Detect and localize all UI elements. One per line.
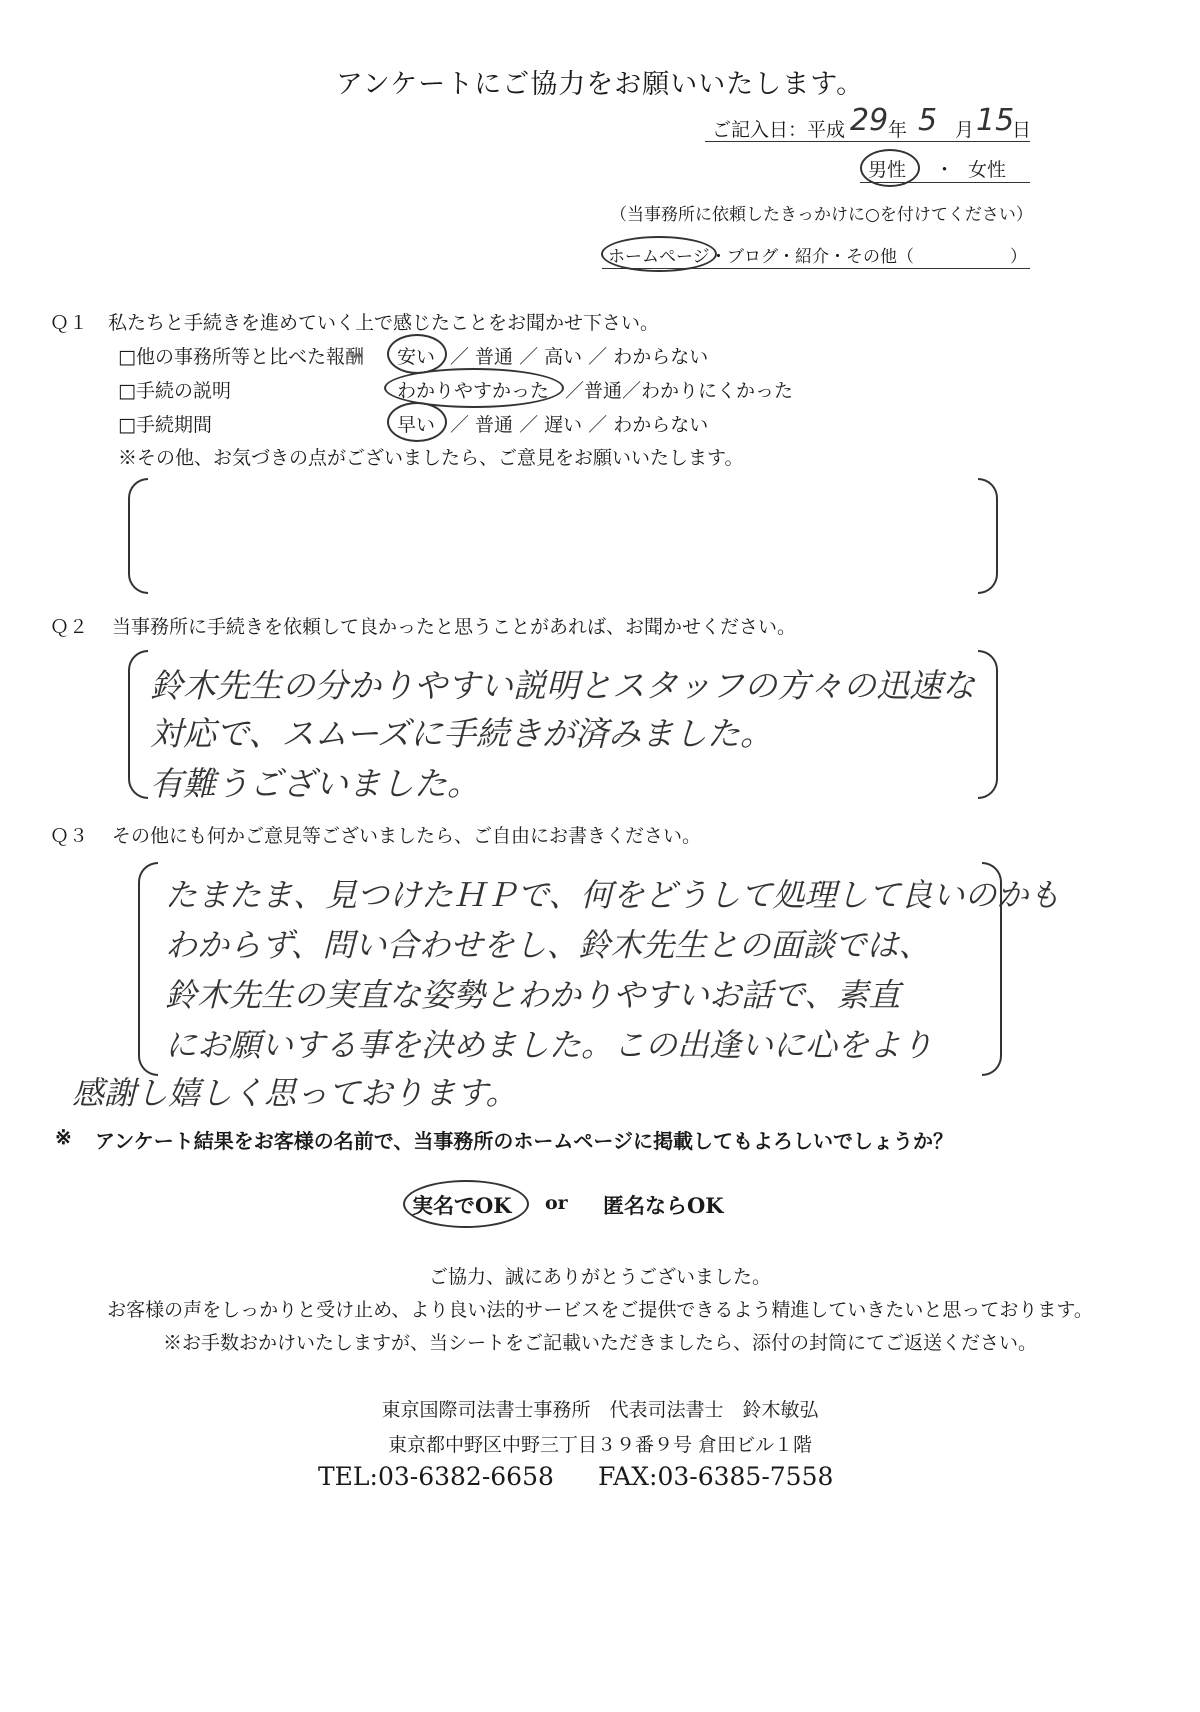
year-unit: 年	[888, 119, 908, 141]
consent-or: or	[545, 1192, 568, 1214]
referral-underline	[602, 268, 1030, 269]
day-unit: 日	[1012, 119, 1032, 141]
q2-answer-bracket-right	[978, 650, 998, 799]
office-name: 東京国際司法書士事務所 代表司法書士 鈴木敏弘	[381, 1399, 819, 1421]
date-underline	[705, 141, 1030, 142]
q1-period-other-options[interactable]: ／ 普通 ／ 遅い ／ わからない	[450, 414, 709, 436]
q1-note: ※その他、お気づきの点がございましたら、ご意見をお願いいたします。	[118, 447, 744, 469]
q1-item-fee-label: □他の事務所等と比べた報酬	[118, 346, 364, 368]
referral-other-options[interactable]: ・ブログ・紹介・その他（	[710, 247, 914, 267]
q1-answer-bracket-left	[128, 478, 148, 594]
date-label: ご記入日：平成	[712, 119, 846, 141]
q3-answer-bracket-left	[138, 862, 158, 1076]
q3-answer-line[interactable]: 鈴木先生の実直な姿勢とわかりやすいお話で、素直	[165, 976, 901, 1014]
gender-separator: ・	[935, 159, 955, 181]
month-unit: 月	[955, 119, 975, 141]
q3-answer-line[interactable]: 感謝し嬉しく思っております。	[72, 1074, 518, 1112]
consent-question: アンケート結果をお客様の名前で、当事務所のホームページに掲載してもよろしいでしょうか？	[95, 1129, 953, 1153]
q1-explanation-other-options[interactable]: ／普通／わかりにくかった	[565, 380, 794, 402]
office-fax: FAX:03-6385-7558	[598, 1462, 834, 1491]
closing-thanks: ご協力、誠にありがとうございました。	[428, 1266, 771, 1288]
q2-label: Ｑ２	[50, 616, 89, 638]
date-month-value[interactable]: 5	[918, 103, 938, 138]
date-day-value[interactable]: 15	[976, 103, 1015, 138]
consent-option-real-name[interactable]: 実名でOK	[412, 1193, 512, 1218]
q3-answer-line[interactable]: わからず、問い合わせをし、鈴木先生との面談では、	[165, 926, 931, 964]
office-tel: TEL:03-6382-6658	[318, 1462, 554, 1491]
gender-male-option[interactable]: 男性	[868, 159, 907, 181]
q1-answer-bracket-right	[978, 478, 998, 594]
q2-answer-line[interactable]: 対応で、スムーズに手続きが済みました。	[150, 714, 774, 753]
consent-mark: ※	[55, 1125, 72, 1149]
q1-period-option-fast[interactable]: 早い	[397, 414, 436, 436]
referral-prompt: （当事務所に依頼したきっかけに○を付けてください）	[610, 205, 1033, 225]
q3-label: Ｑ３	[50, 825, 89, 847]
q1-item-explanation-label: □手続の説明	[118, 380, 231, 402]
q2-answer-bracket-left	[128, 650, 148, 799]
referral-homepage-option[interactable]: ホームページ	[608, 247, 710, 267]
gender-female-option[interactable]: 女性	[968, 159, 1007, 181]
q3-answer-line[interactable]: にお願いする事を決めました。この出逢いに心をより	[165, 1026, 934, 1064]
closing-return-note: ※お手数おかけいたしますが、当シートをご記載いただきましたら、添付の封筒にてご返送ください。	[162, 1332, 1037, 1354]
q2-answer-line[interactable]: 鈴木先生の分かりやすい説明とスタッフの方々の迅速な	[150, 666, 975, 705]
q1-fee-option-cheap[interactable]: 安い	[397, 346, 436, 368]
q3-answer-line[interactable]: たまたま、見つけたＨＰで、何をどうして処理して良いのかも	[165, 876, 1061, 914]
q2-answer-line[interactable]: 有難うございました。	[150, 764, 480, 803]
q1-question: 私たちと手続きを進めていく上で感じたことをお聞かせ下さい。	[108, 312, 660, 334]
date-year-value[interactable]: 29	[850, 103, 889, 138]
q1-explanation-option-clear[interactable]: わかりやすかった	[397, 380, 550, 402]
closing-message: お客様の声をしっかりと受け止め、より良い法的サービスをご提供できるよう精進していきたいと思っております。	[107, 1299, 1093, 1321]
gender-underline	[860, 182, 1030, 183]
q1-label: Ｑ１	[50, 312, 89, 334]
q3-question: その他にも何かご意見等ございましたら、ご自由にお書きください。	[112, 825, 702, 847]
q1-fee-other-options[interactable]: ／ 普通 ／ 高い ／ わからない	[450, 346, 709, 368]
q1-item-period-label: □手続期間	[118, 414, 212, 436]
page-title: アンケートにご協力をお願いいたします。	[335, 69, 865, 100]
referral-close-paren: ）	[1010, 247, 1027, 267]
consent-option-anonymous[interactable]: 匿名ならOK	[603, 1193, 724, 1218]
office-address: 東京都中野区中野三丁目３９番９号 倉田ビル１階	[387, 1434, 813, 1456]
q2-question: 当事務所に手続きを依頼して良かったと思うことがあれば、お聞かせください。	[112, 616, 797, 638]
